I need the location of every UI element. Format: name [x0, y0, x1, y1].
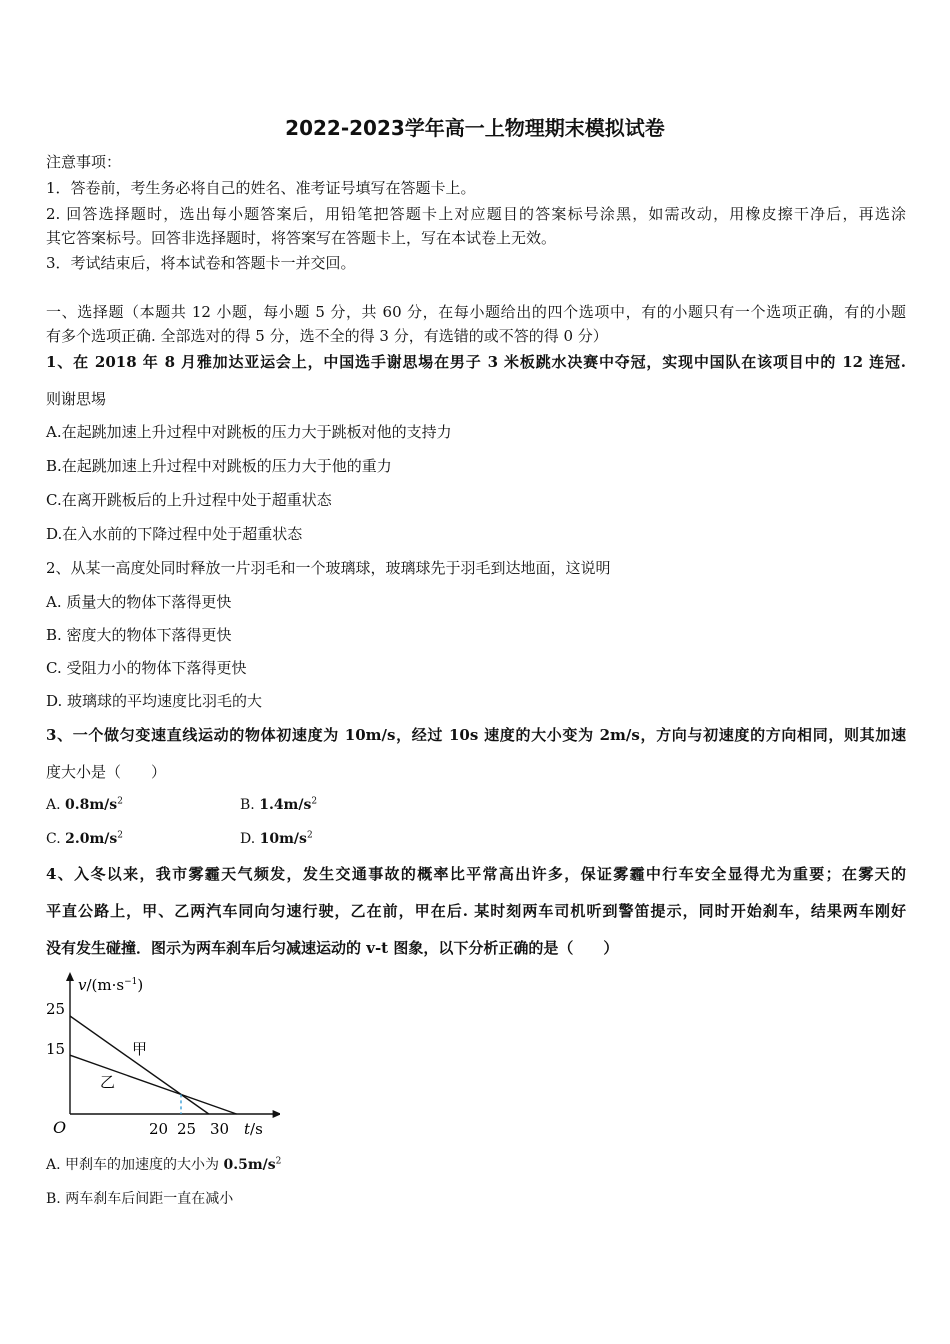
notice-item-2: 2. 回答选择题时，选出每小题答案后，用铅笔把答题卡上对应题目的答案标号涂黑，如需改动，用橡皮擦干净后，再选涂 [46, 205, 906, 223]
q2-option-d: D. 玻璃球的平均速度比羽毛的大 [46, 692, 263, 710]
origin-label: O [53, 1118, 67, 1137]
notice-item-2-cont: 其它答案标号。回答非选择题时，将答案写在答题卡上，写在本试卷上无效。 [46, 229, 557, 247]
x-axis-arrow [273, 1110, 280, 1118]
q4-stem-line2: 平直公路上，甲、乙两汽车同向匀速行驶，乙在前，甲在后. 某时刻两车司机听到警笛提示，同时开始刹车，结果两车刚好 [46, 902, 906, 920]
x-tick-20: 20 [149, 1120, 169, 1138]
q3-option-b: B. $1.4m/s^2$ [240, 796, 318, 813]
q3-option-c: C. $2.0m/s^2$ [46, 830, 124, 847]
q3-option-d: D. $10m/s^2$ [240, 830, 313, 847]
q3-option-a: A. $0.8m/s^2$ [46, 796, 123, 813]
notice-item-1: 1．答卷前，考生务必将自己的姓名、准考证号填写在答题卡上。 [46, 179, 476, 197]
vt-graph [40, 966, 280, 1146]
q4-option-a: A. 甲刹车的加速度的大小为 $0.5m/s^2$ [46, 1156, 282, 1173]
x-tick-30: 30 [210, 1120, 230, 1138]
y-tick-25: 25 [46, 1000, 66, 1018]
q1-option-a: A.在起跳加速上升过程中对跳板的压力大于跳板对他的支持力 [46, 423, 452, 441]
q1-stem: 1、在 2018 年 8 月雅加达亚运会上，中国选手谢思埸在男子 3 米板跳水决赛中夺冠，实现中国队在该项目中的 12 连冠. [46, 353, 906, 371]
y-tick-15: 15 [46, 1040, 66, 1058]
q3-stem: 3、一个做匀变速直线运动的物体初速度为 10m/s，经过 10s 速度的大小变为 2m/s，方向与初速度的方向相同，则其加速 [46, 726, 906, 744]
q1-option-b: B.在起跳加速上升过程中对跳板的压力大于他的重力 [46, 457, 392, 475]
x-tick-25: 25 [177, 1120, 197, 1138]
y-axis-label: $v/(m\cdot s^{-1})$ [78, 976, 144, 994]
series-line-jia [70, 1016, 209, 1114]
section1-instructions-line2: 有多个选项正确. 全部选对的得 5 分，选不全的得 3 分，有选错的或不答的得 0 分） [46, 327, 608, 345]
q2-option-b: B. 密度大的物体下落得更快 [46, 626, 232, 644]
q4-option-b: B. 两车刹车后间距一直在减小 [46, 1191, 234, 1207]
y-axis-arrow [66, 972, 74, 981]
q3-stem-cont: 度大小是（ ） [46, 763, 167, 781]
notice-heading: 注意事项： [46, 153, 122, 171]
q1-option-d: D.在入水前的下降过程中处于超重状态 [46, 525, 303, 543]
q2-stem: 2、从某一高度处同时释放一片羽毛和一个玻璃球，玻璃球先于羽毛到达地面，这说明 [46, 559, 611, 577]
series-label-yi: 乙 [100, 1073, 116, 1091]
series-label-jia: 甲 [132, 1040, 148, 1058]
q4-stem-line1: 4、入冬以来，我市雾霾天气频发，发生交通事故的概率比平常高出许多，保证雾霾中行车安全显得尤为重要；在雾天的 [46, 865, 906, 883]
q4-stem-line3: 没有发生碰撞．图示为两车刹车后匀减速运动的 v-t 图象，以下分析正确的是（ ） [46, 939, 619, 957]
q1-stem-cont: 则谢思埸 [46, 390, 107, 408]
section1-instructions-line1: 一、选择题（本题共 12 小题，每小题 5 分，共 60 分，在每小题给出的四个选项中，有的小题只有一个选项正确，有的小题 [46, 303, 906, 321]
x-axis-label: t/s [244, 1120, 263, 1138]
notice-item-3: 3．考试结束后，将本试卷和答题卡一并交回。 [46, 254, 356, 272]
q2-option-a: A. 质量大的物体下落得更快 [46, 593, 232, 611]
q2-option-c: C. 受阻力小的物体下落得更快 [46, 659, 247, 677]
series-line-yi [70, 1055, 237, 1114]
page-title: 2022-2023学年高一上物理期末模拟试卷 [285, 116, 665, 140]
q1-option-c: C.在离开跳板后的上升过程中处于超重状态 [46, 491, 332, 509]
